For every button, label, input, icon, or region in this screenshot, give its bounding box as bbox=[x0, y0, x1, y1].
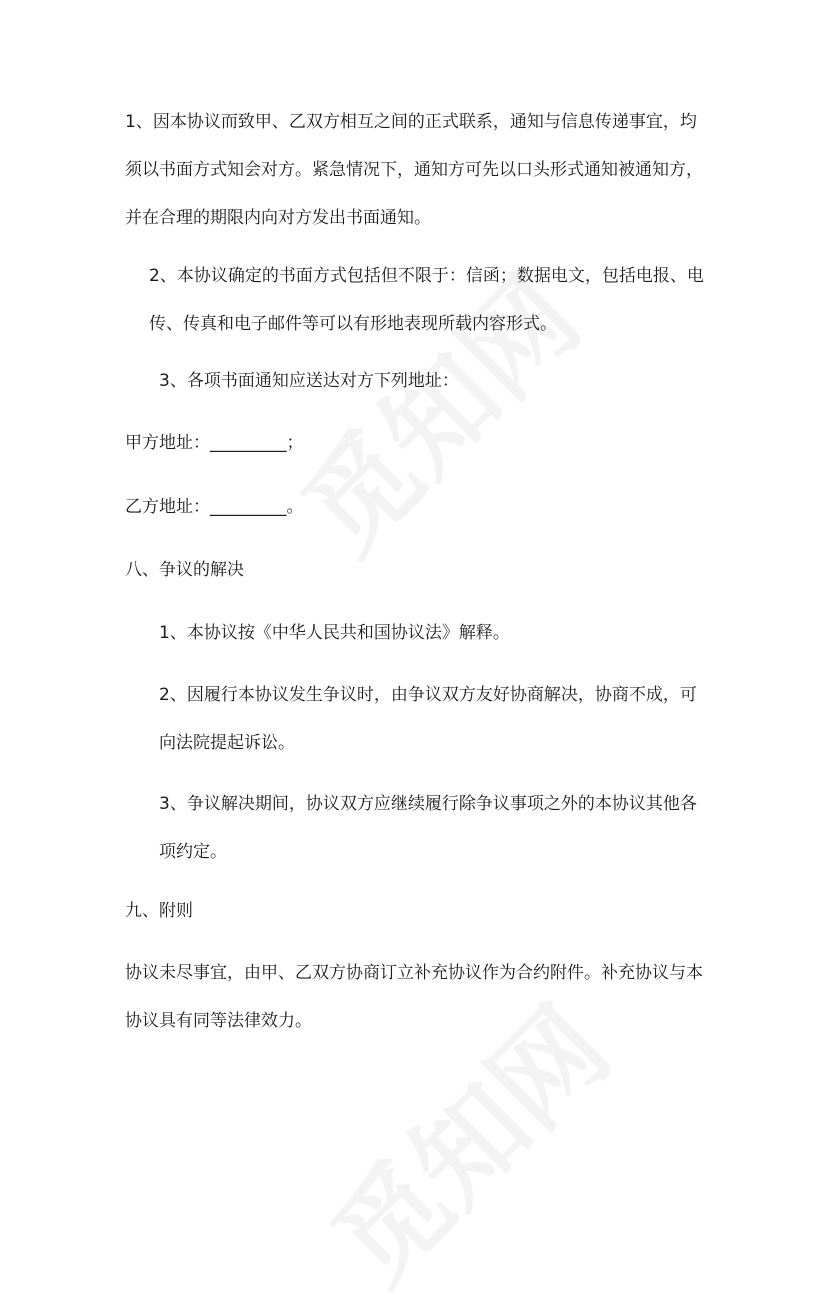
section-heading-supplementary: 九、附则 bbox=[125, 901, 193, 921]
section-heading-disputes: 八、争议的解决 bbox=[125, 560, 244, 580]
paragraph-supplementary: 协议未尽事宜，由甲、乙双方协商订立补充协议作为合约附件。补充协议与本协议具有同等法律效力。 bbox=[125, 963, 703, 1031]
paragraph-dispute-3: 3、争议解决期间，协议双方应继续履行除争议事项之外的本协议其他各项约定。 bbox=[159, 794, 697, 862]
paragraph-dispute-2: 2、因履行本协议发生争议时，由争议双方友好协商解决，协商不成，可向法院提起诉讼。 bbox=[159, 685, 697, 753]
paragraph-notice-3: 3、各项书面通知应送达对方下列地址： bbox=[159, 371, 459, 391]
paragraph-notice-2: 2、本协议确定的书面方式包括但不限于：信函；数据电文，包括电报、电传、传真和电子邮件等可以有形地表现所载内容形式。 bbox=[149, 266, 704, 334]
party-b-address: 乙方地址：_________。 bbox=[125, 497, 304, 517]
paragraph-notice-1: 1、因本协议而致甲、乙双方相互之间的正式联系，通知与信息传递事宜，均须以书面方式知会对方。紧急情况下，通知方可先以口头形式通知被通知方，并在合理的期限内向对方发出书面通知。 bbox=[125, 112, 703, 228]
paragraph-dispute-1: 1、本协议按《中华人民共和国协议法》解释。 bbox=[159, 623, 510, 643]
party-a-address: 甲方地址：_________； bbox=[125, 433, 304, 453]
